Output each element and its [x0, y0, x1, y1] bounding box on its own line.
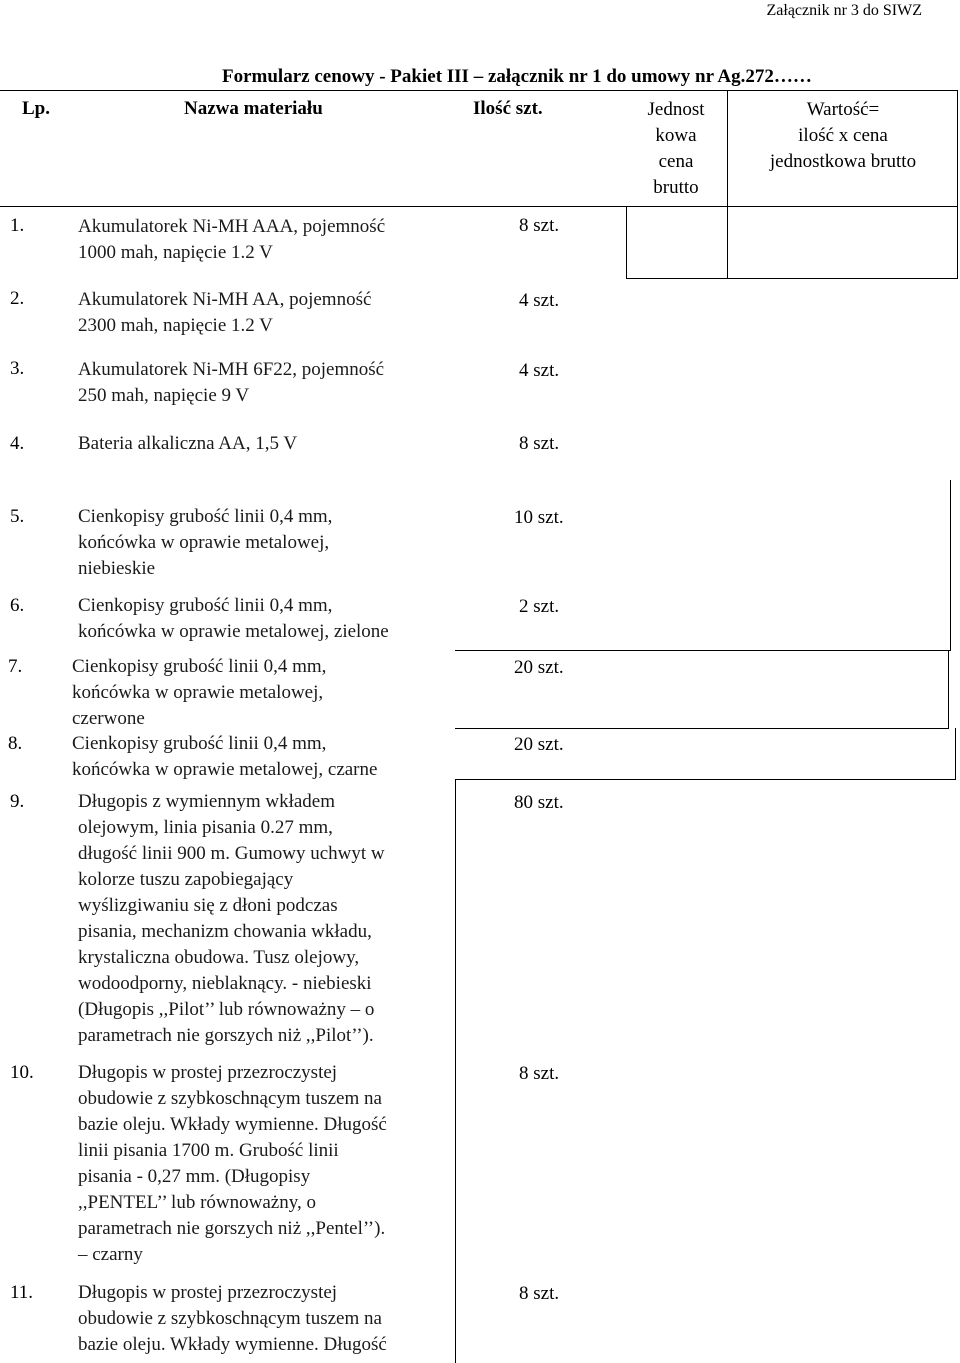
row-4-number: 4. — [10, 433, 25, 454]
row-8-quantity: 20 szt. — [514, 734, 564, 755]
row-3-name: Akumulatorek Ni-MH 6F22, pojemność 250 mah, napięcie 9 V — [78, 359, 385, 406]
row-6-number: 6. — [10, 595, 25, 616]
row-8-number: 8. — [8, 733, 23, 754]
row8-right-border — [955, 728, 956, 780]
row-1-quantity: 8 szt. — [519, 215, 560, 236]
row1-bottom-border — [626, 278, 958, 279]
row-2-name: Akumulatorek Ni-MH AA, pojemność 2300 mah, napięcie 1.2 V — [78, 289, 372, 336]
row-1-number: 1. — [10, 215, 25, 236]
row-8-name: Cienkopisy grubość linii 0,4 mm, końcówka w oprawie metalowej, czarne — [72, 733, 378, 780]
row-7-name: Cienkopisy grubość linii 0,4 mm, końcówka w oprawie metalowej, czerwone — [72, 656, 327, 729]
row-11-number: 11. — [10, 1282, 34, 1303]
header-value: Wartość= ilość x cena jednostkowa brutto — [769, 99, 917, 172]
row-7-number: 7. — [8, 656, 23, 677]
header-unit-price: Jednost kowa cena brutto — [647, 99, 705, 198]
header-bottom-border — [0, 206, 958, 207]
annex-label: Załącznik nr 3 do SIWZ — [766, 2, 922, 19]
row-5-number: 5. — [10, 506, 25, 527]
row-9-name: Długopis z wymiennym wkładem olejowym, linia pisania 0.27 mm, długość linii 900 m. Gumowy uchwyt w kolorze tuszu zapobiegający wyślizgiwaniu się z dłoni podczas pisania, mechanizm chowania wkładu, krystaliczna obudowa. Tusz olejowy, wodoodporny, nieblaknący. - niebieski (Długopis ,,Pilot’’ lub równoważny – o parametrach nie gorszych niż ,,Pilot’’). — [78, 791, 385, 1046]
row-5-name: Cienkopisy grubość linii 0,4 mm, końcówka w oprawie metalowej, niebieskie — [78, 506, 333, 579]
value-column-right-border — [957, 90, 958, 278]
row-4-quantity: 8 szt. — [519, 433, 560, 454]
row-6-quantity: 2 szt. — [519, 596, 560, 617]
row-10-name: Długopis w prostej przezroczystej obudowie z szybkoschnącym tuszem na bazie oleju. Wkłady wymienne. Długość linii pisania 1700 m. Grubość linii pisania - 0,27 mm. (Długopisy ,,PENTEL’’ lub równoważny, o parametrach nie gorszych niż ,,Pentel’’). – czarny — [78, 1062, 387, 1265]
row-10-quantity: 8 szt. — [519, 1063, 560, 1084]
row-6-name: Cienkopisy grubość linii 0,4 mm, końcówka w oprawie metalowej, zielone — [78, 595, 389, 642]
row-11-name: Długopis w prostej przezroczystej obudowie z szybkoschnącym tuszem na bazie oleju. Wkłady wymienne. Długość — [78, 1282, 387, 1355]
form-title: Formularz cenowy - Pakiet III – załącznik nr 1 do umowy nr Ag.272…… — [222, 66, 812, 87]
row-7-quantity: 20 szt. — [514, 657, 564, 678]
header-qty: Ilość szt. — [473, 98, 543, 119]
value-column-left-border — [727, 90, 728, 278]
row7-bottom-border — [455, 728, 949, 729]
table-top-border — [0, 90, 958, 91]
row5-right-border — [950, 480, 951, 650]
row-10-number: 10. — [10, 1062, 34, 1083]
row-1-name: Akumulatorek Ni-MH AAA, pojemność 1000 mah, napięcie 1.2 V — [78, 216, 386, 263]
header-lp: Lp. — [22, 98, 50, 119]
unit-column-left-border — [626, 206, 627, 278]
row-9-quantity: 80 szt. — [514, 792, 564, 813]
row-2-number: 2. — [10, 288, 25, 309]
row-2-quantity: 4 szt. — [519, 290, 560, 311]
header-name: Nazwa materiału — [184, 98, 323, 119]
name-column-right-border — [455, 779, 456, 1363]
row6-bottom-border — [455, 650, 951, 651]
row-3-number: 3. — [10, 358, 25, 379]
row8-bottom-border — [455, 779, 956, 780]
row7-right-border — [948, 650, 949, 729]
row-4-name: Bateria alkaliczna AA, 1,5 V — [78, 433, 298, 454]
row-5-quantity: 10 szt. — [514, 507, 564, 528]
row-3-quantity: 4 szt. — [519, 360, 560, 381]
row-11-quantity: 8 szt. — [519, 1283, 560, 1304]
row-9-number: 9. — [10, 791, 25, 812]
